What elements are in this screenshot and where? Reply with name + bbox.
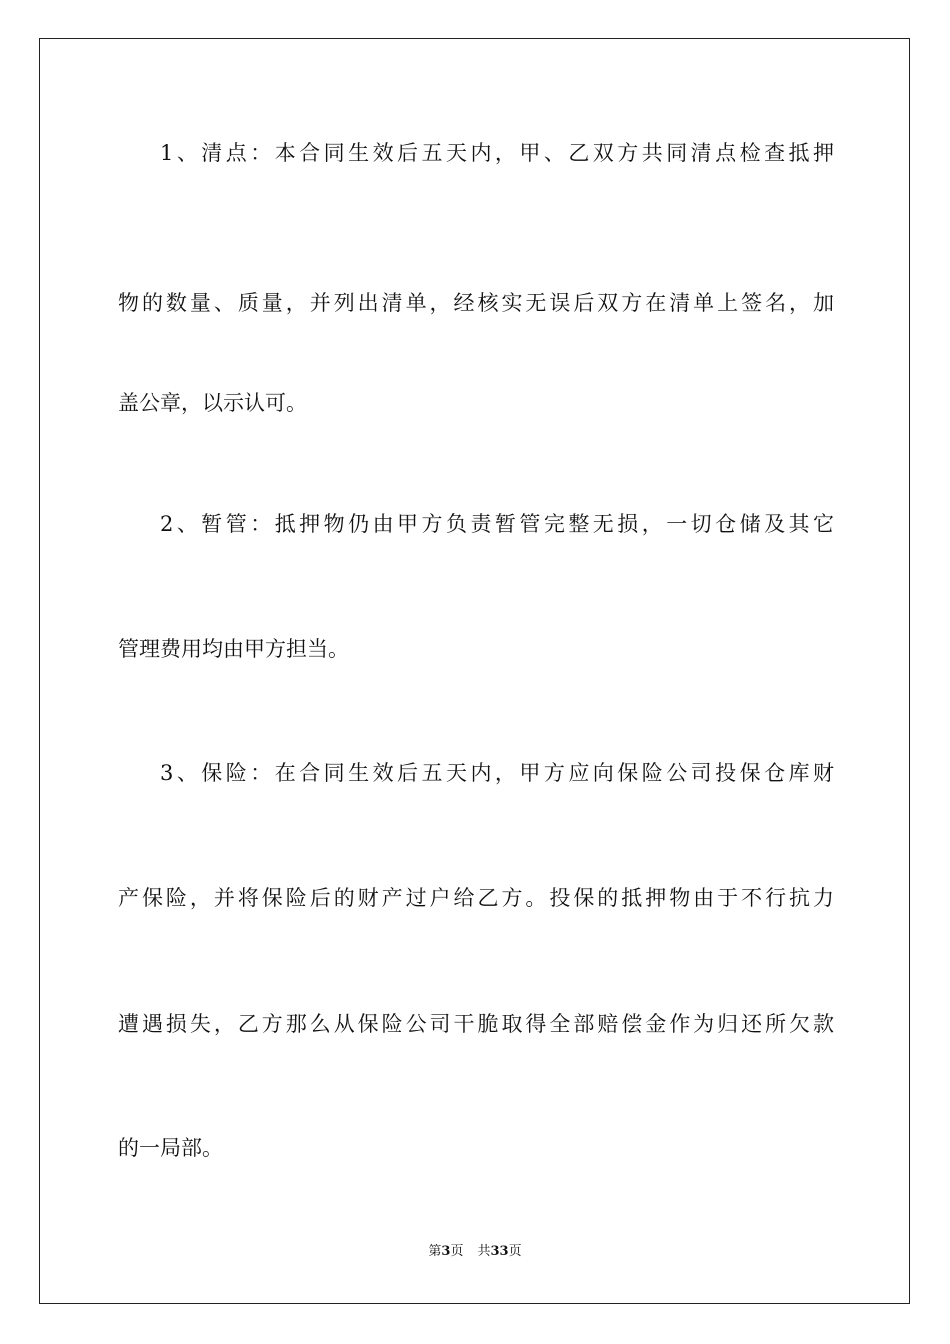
- paragraph-1-line-2: 物的数量、质量，并列出清单，经核实无误后双方在清单上签名，加: [118, 291, 834, 315]
- paragraph-3-line-3: 遭遇损失，乙方那么从保险公司干脆取得全部赔偿金作为归还所欠款: [118, 1012, 834, 1036]
- footer-page-prefix: 第: [428, 1244, 442, 1259]
- paragraph-2-line-2: 管理费用均由甲方担当。: [118, 637, 349, 661]
- footer-total-suffix: 页: [508, 1244, 522, 1259]
- footer-total-pages: 33: [490, 1244, 509, 1259]
- paragraph-2-line-1: 2、暂管：抵押物仍由甲方负责暂管完整无损，一切仓储及其它: [160, 512, 834, 536]
- paragraph-3-line-1: 3、保险：在合同生效后五天内，甲方应向保险公司投保仓库财: [160, 761, 834, 785]
- paragraph-1-line-1: 1、清点：本合同生效后五天内，甲、乙双方共同清点检查抵押: [160, 141, 834, 165]
- page-footer: [0, 1243, 950, 1261]
- paragraph-1-line-3: 盖公章，以示认可。: [118, 391, 307, 415]
- footer-page-suffix: 页: [450, 1244, 464, 1259]
- page-border: [39, 38, 910, 1304]
- paragraph-3-line-2: 产保险，并将保险后的财产过户给乙方。投保的抵押物由于不行抗力: [118, 886, 834, 910]
- paragraph-3-line-4: 的一局部。: [118, 1136, 223, 1160]
- footer-total-prefix: 共: [477, 1244, 491, 1259]
- footer-page-number: 3: [441, 1244, 451, 1259]
